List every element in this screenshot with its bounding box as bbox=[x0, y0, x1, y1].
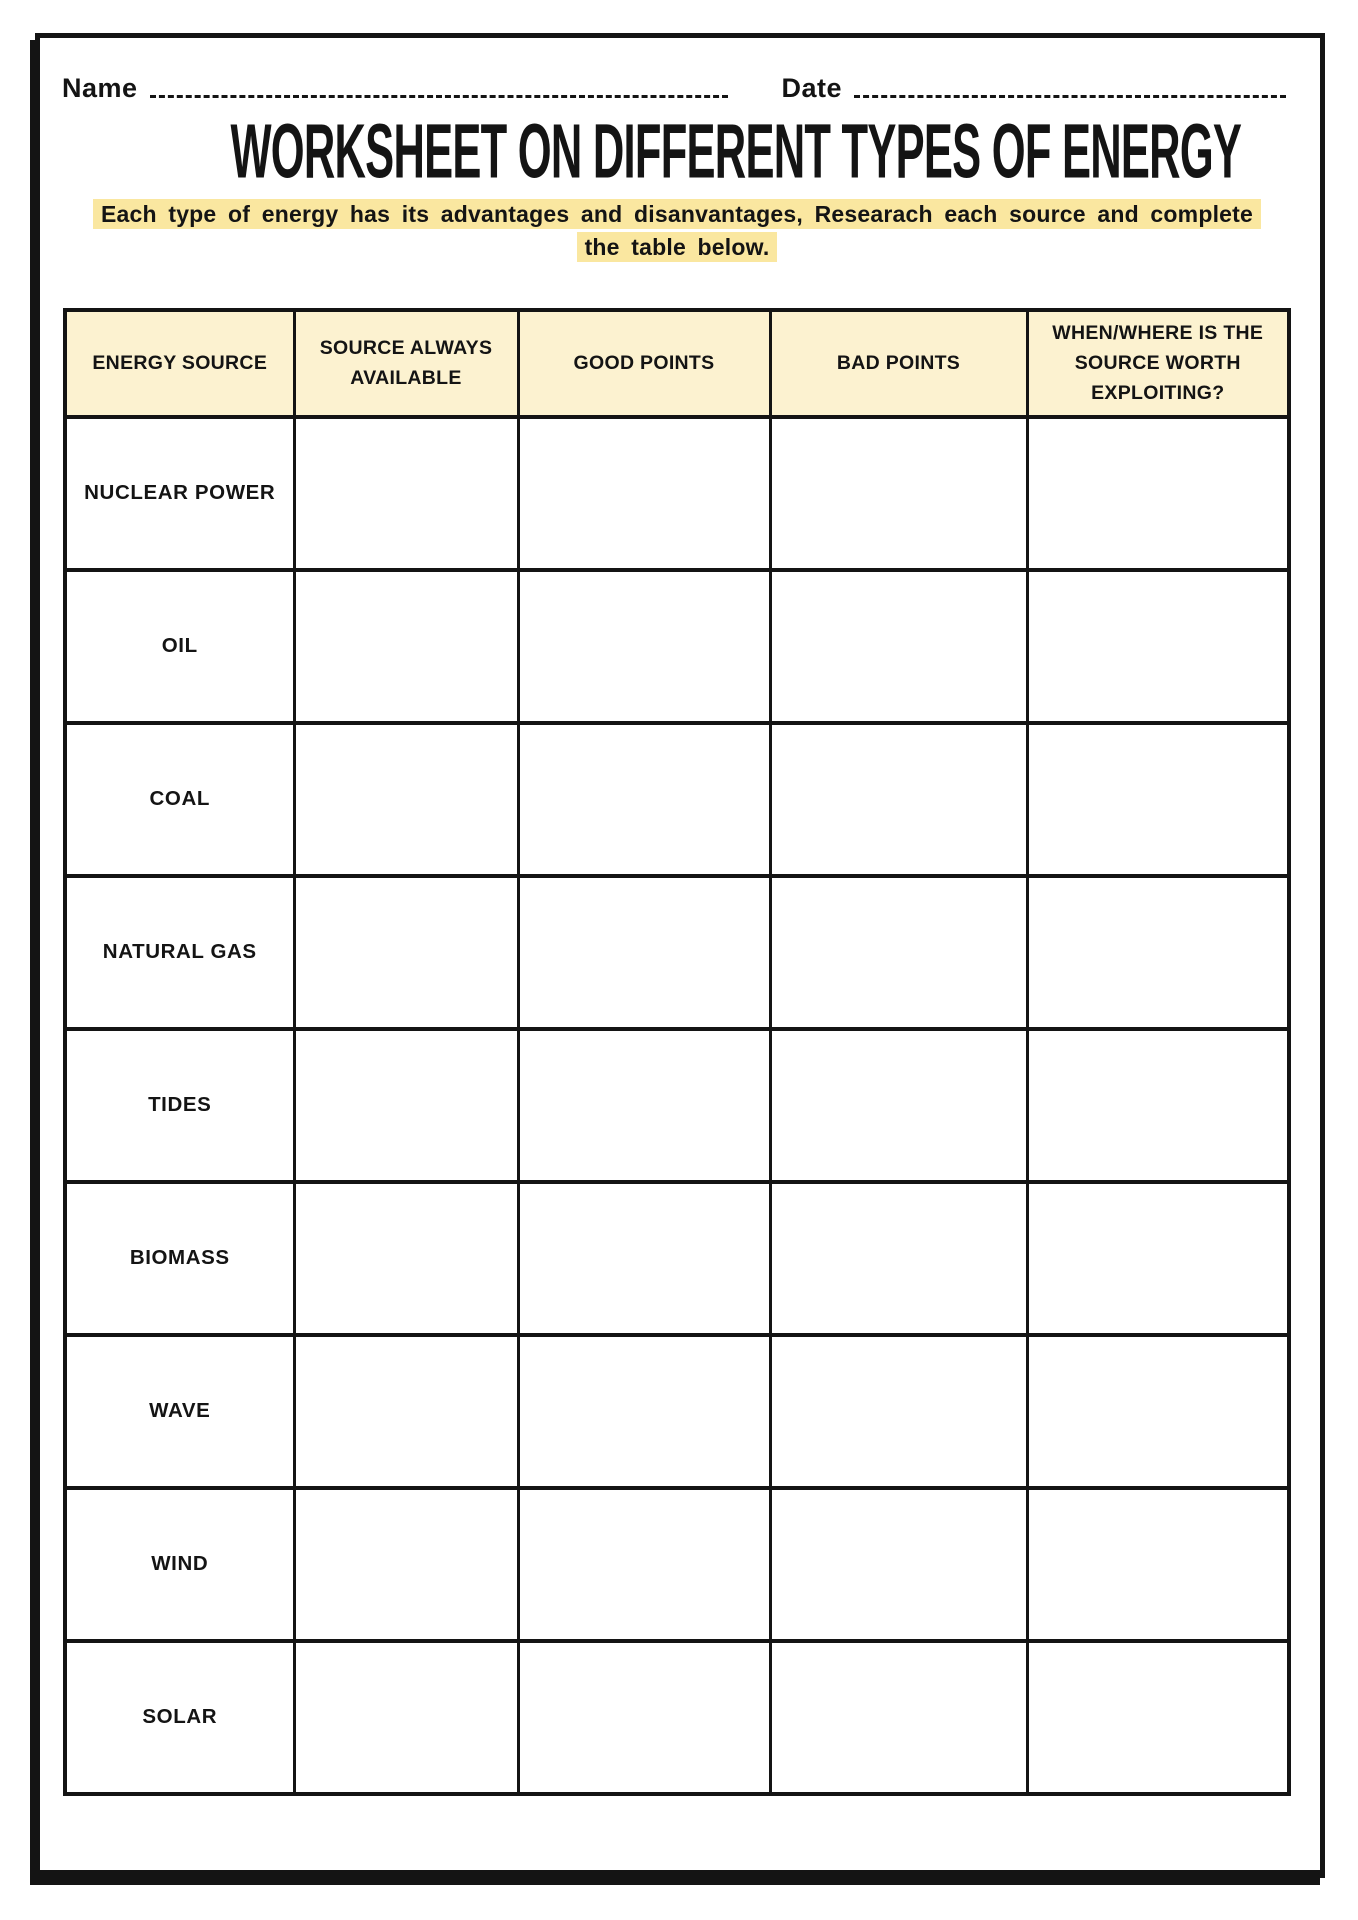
table-row bbox=[65, 1182, 1289, 1335]
table-body bbox=[65, 417, 1289, 1794]
table-row bbox=[65, 723, 1289, 876]
answer-cell[interactable] bbox=[770, 876, 1027, 1029]
answer-cell[interactable] bbox=[294, 1029, 518, 1182]
answer-cell[interactable] bbox=[518, 1029, 770, 1182]
answer-cell[interactable] bbox=[294, 1335, 518, 1488]
date-input-line[interactable] bbox=[854, 70, 1286, 98]
answer-cell[interactable] bbox=[770, 1029, 1027, 1182]
answer-cell[interactable] bbox=[518, 1182, 770, 1335]
answer-cell[interactable] bbox=[294, 723, 518, 876]
answer-cell[interactable] bbox=[518, 723, 770, 876]
answer-cell[interactable] bbox=[1027, 570, 1289, 723]
row-label: BIOMASS bbox=[65, 1182, 294, 1335]
row-label: SOLAR bbox=[65, 1641, 294, 1794]
answer-cell[interactable] bbox=[294, 876, 518, 1029]
answer-cell[interactable] bbox=[1027, 1029, 1289, 1182]
date-label: Date bbox=[781, 73, 843, 103]
answer-cell[interactable] bbox=[518, 1641, 770, 1794]
row-label: TIDES bbox=[65, 1029, 294, 1182]
row-label: NATURAL GAS bbox=[65, 876, 294, 1029]
worksheet-table bbox=[63, 308, 1291, 1796]
table-header-row bbox=[65, 310, 1289, 417]
answer-cell[interactable] bbox=[770, 417, 1027, 570]
column-header: GOOD POINTS bbox=[518, 310, 770, 417]
table-row bbox=[65, 1488, 1289, 1641]
answer-cell[interactable] bbox=[294, 570, 518, 723]
answer-cell[interactable] bbox=[1027, 723, 1289, 876]
instruction-line-2-wrap bbox=[62, 231, 1292, 264]
page-title bbox=[62, 110, 1292, 194]
answer-cell[interactable] bbox=[770, 1182, 1027, 1335]
answer-cell[interactable] bbox=[1027, 1488, 1289, 1641]
instruction-line-2: the table below. bbox=[577, 232, 778, 262]
answer-cell[interactable] bbox=[1027, 1182, 1289, 1335]
answer-cell[interactable] bbox=[770, 570, 1027, 723]
column-header: SOURCE ALWAYS AVAILABLE bbox=[294, 310, 518, 417]
row-label: OIL bbox=[65, 570, 294, 723]
column-header: BAD POINTS bbox=[770, 310, 1027, 417]
instruction-line-1-wrap bbox=[62, 198, 1292, 231]
answer-cell[interactable] bbox=[518, 1335, 770, 1488]
table-row bbox=[65, 1641, 1289, 1794]
answer-cell[interactable] bbox=[294, 1182, 518, 1335]
name-date-row bbox=[62, 58, 1292, 104]
column-header: WHEN/WHERE IS THE SOURCE WORTH EXPLOITING? bbox=[1027, 310, 1289, 417]
answer-cell[interactable] bbox=[1027, 417, 1289, 570]
answer-cell[interactable] bbox=[1027, 1641, 1289, 1794]
answer-cell[interactable] bbox=[294, 1641, 518, 1794]
name-label: Name bbox=[62, 73, 138, 103]
answer-cell[interactable] bbox=[518, 876, 770, 1029]
page-title-text: WORKSHEET ON DIFFERENT TYPES OF ENERGY bbox=[230, 108, 1242, 195]
answer-cell[interactable] bbox=[770, 1488, 1027, 1641]
row-label: NUCLEAR POWER bbox=[65, 417, 294, 570]
column-header: ENERGY SOURCE bbox=[65, 310, 294, 417]
row-label: WAVE bbox=[65, 1335, 294, 1488]
answer-cell[interactable] bbox=[518, 417, 770, 570]
answer-cell[interactable] bbox=[770, 723, 1027, 876]
table-row bbox=[65, 876, 1289, 1029]
table-row bbox=[65, 1029, 1289, 1182]
answer-cell[interactable] bbox=[1027, 876, 1289, 1029]
answer-cell[interactable] bbox=[770, 1335, 1027, 1488]
answer-cell[interactable] bbox=[518, 570, 770, 723]
answer-cell[interactable] bbox=[294, 1488, 518, 1641]
answer-cell[interactable] bbox=[1027, 1335, 1289, 1488]
row-label: COAL bbox=[65, 723, 294, 876]
table-row bbox=[65, 570, 1289, 723]
answer-cell[interactable] bbox=[294, 417, 518, 570]
answer-cell[interactable] bbox=[770, 1641, 1027, 1794]
table-row bbox=[65, 1335, 1289, 1488]
name-input-line[interactable] bbox=[150, 70, 728, 98]
instruction-line-1: Each type of energy has its advantages and disanvantages, Researach each source and complete bbox=[93, 199, 1261, 229]
instructions bbox=[62, 198, 1292, 264]
answer-cell[interactable] bbox=[518, 1488, 770, 1641]
row-label: WIND bbox=[65, 1488, 294, 1641]
table-row bbox=[65, 417, 1289, 570]
page-frame bbox=[35, 33, 1325, 1878]
